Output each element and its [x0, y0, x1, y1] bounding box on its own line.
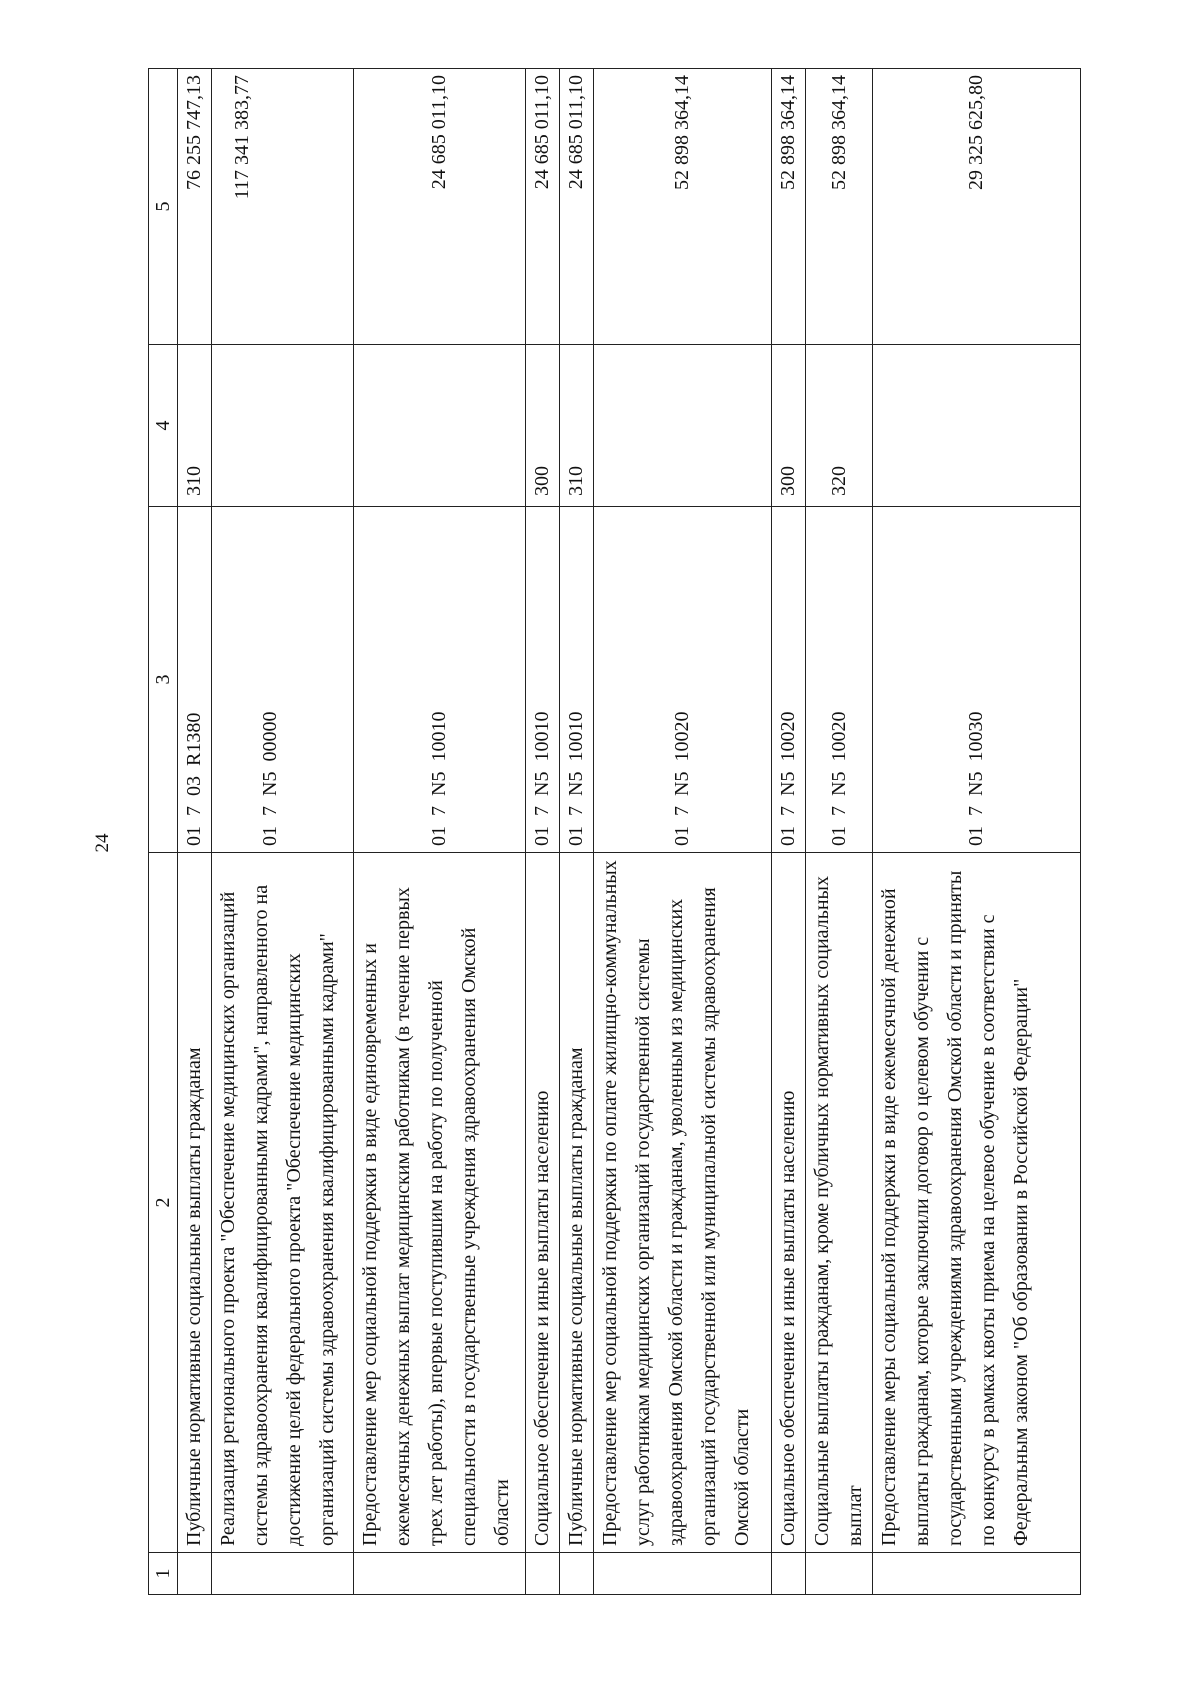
row-name: Социальные выплаты гражданам, кроме публичных нормативных социальных выплат — [806, 853, 873, 1553]
table-row — [526, 69, 560, 1595]
row-type: 320 — [806, 345, 873, 507]
row-name: Социальное обеспечение и иные выплаты населению — [772, 853, 806, 1553]
row-type: 300 — [526, 345, 560, 507]
header-col-1: 1 — [149, 1553, 178, 1595]
row-type: 310 — [560, 345, 594, 507]
page-number: 24 — [92, 833, 113, 853]
row-type: 310 — [178, 345, 212, 507]
row-name: Реализация регионального проекта "Обеспечение медицинских организаций системы здравоохранения квалифицированными кадрами", направленного на достижение целей федерального проекта "Обеспечение медицинских организаций системы здравоохранения квалифицированными кадрами" — [212, 853, 354, 1553]
row-name: Публичные нормативные социальные выплаты гражданам — [178, 853, 212, 1553]
table-row — [354, 69, 526, 1595]
table-row — [873, 69, 1081, 1595]
row-index-cell — [560, 1553, 594, 1595]
row-name: Предоставление мер социальной поддержки в виде единовременных и ежемесячных денежных выплат медицинским работникам (в течение первых трех лет работы), впервые поступившим на работу по полученной специальности в государственные учреждения здравоохранения Омской области — [354, 853, 526, 1553]
row-amount: 76 255 747,13 — [178, 69, 212, 345]
row-type — [873, 345, 1081, 507]
row-amount: 24 685 011,10 — [526, 69, 560, 345]
row-amount — [212, 69, 354, 345]
row-amount: 52 898 364,14 — [772, 69, 806, 345]
row-code: 01 7 N5 10010 — [354, 507, 526, 853]
header-row — [149, 69, 178, 1595]
row-index-cell — [354, 1553, 526, 1595]
table-row — [560, 69, 594, 1595]
budget-table — [148, 68, 1081, 1595]
row-type — [354, 345, 526, 507]
row-index-cell — [873, 1553, 1081, 1595]
row-code: 01 7 N5 10020 — [772, 507, 806, 853]
row-code: 01 7 N5 10010 — [526, 507, 560, 853]
row-index-cell — [806, 1553, 873, 1595]
row-code: 01 7 N5 10030 — [873, 507, 1081, 853]
row-code-text: 01 7 N5 00000 — [259, 711, 281, 846]
row-amount: 52 898 364,14 — [594, 69, 772, 345]
row-type — [594, 345, 772, 507]
row-code: 01 7 N5 10020 — [806, 507, 873, 853]
header-col-4: 4 — [149, 345, 178, 507]
row-index-cell — [594, 1553, 772, 1595]
table-row — [806, 69, 873, 1595]
header-col-3: 3 — [149, 507, 178, 853]
row-code: 01 7 N5 10020 — [594, 507, 772, 853]
row-name: Публичные нормативные социальные выплаты гражданам — [560, 853, 594, 1553]
row-amount: 29 325 625,80 — [873, 69, 1081, 345]
row-code — [212, 507, 354, 853]
row-name: Предоставление мер социальной поддержки по оплате жилищно-коммунальных услуг работникам медицинских организаций государственной системы здравоохранения Омской области и гражданам, уволенным из медицинских организаций государственной или муниципальной системы здравоохранения Омской области — [594, 853, 772, 1553]
row-type: 300 — [772, 345, 806, 507]
row-index-cell — [212, 1553, 354, 1595]
row-index-cell — [178, 1553, 212, 1595]
header-col-2: 2 — [149, 853, 178, 1553]
header-col-5: 5 — [149, 69, 178, 345]
table-row — [594, 69, 772, 1595]
row-code: 01 7 N5 10010 — [560, 507, 594, 853]
row-index-cell — [526, 1553, 560, 1595]
row-code: 01 7 03 R1380 — [178, 507, 212, 853]
table-row — [178, 69, 212, 1595]
table-row — [212, 69, 354, 1595]
row-amount: 24 685 011,10 — [354, 69, 526, 345]
rotated-table-wrapper — [148, 69, 1072, 1595]
row-name: Предоставление меры социальной поддержки в виде ежемесячной денежной выплаты гражданам, которые заключили договор о целевом обучении с государственными учреждениями здравоохранения Омской области и приняты по конкурсу в рамках квоты приема на целевое обучение в соответствии с Федеральным законом "Об образовании в Российской Федерации" — [873, 853, 1081, 1553]
table-row — [772, 69, 806, 1595]
row-type — [212, 345, 354, 507]
row-amount-text: 117 341 383,77 — [231, 75, 253, 200]
row-amount: 52 898 364,14 — [806, 69, 873, 345]
row-amount: 24 685 011,10 — [560, 69, 594, 345]
row-index-cell — [772, 1553, 806, 1595]
row-name: Социальное обеспечение и иные выплаты населению — [526, 853, 560, 1553]
